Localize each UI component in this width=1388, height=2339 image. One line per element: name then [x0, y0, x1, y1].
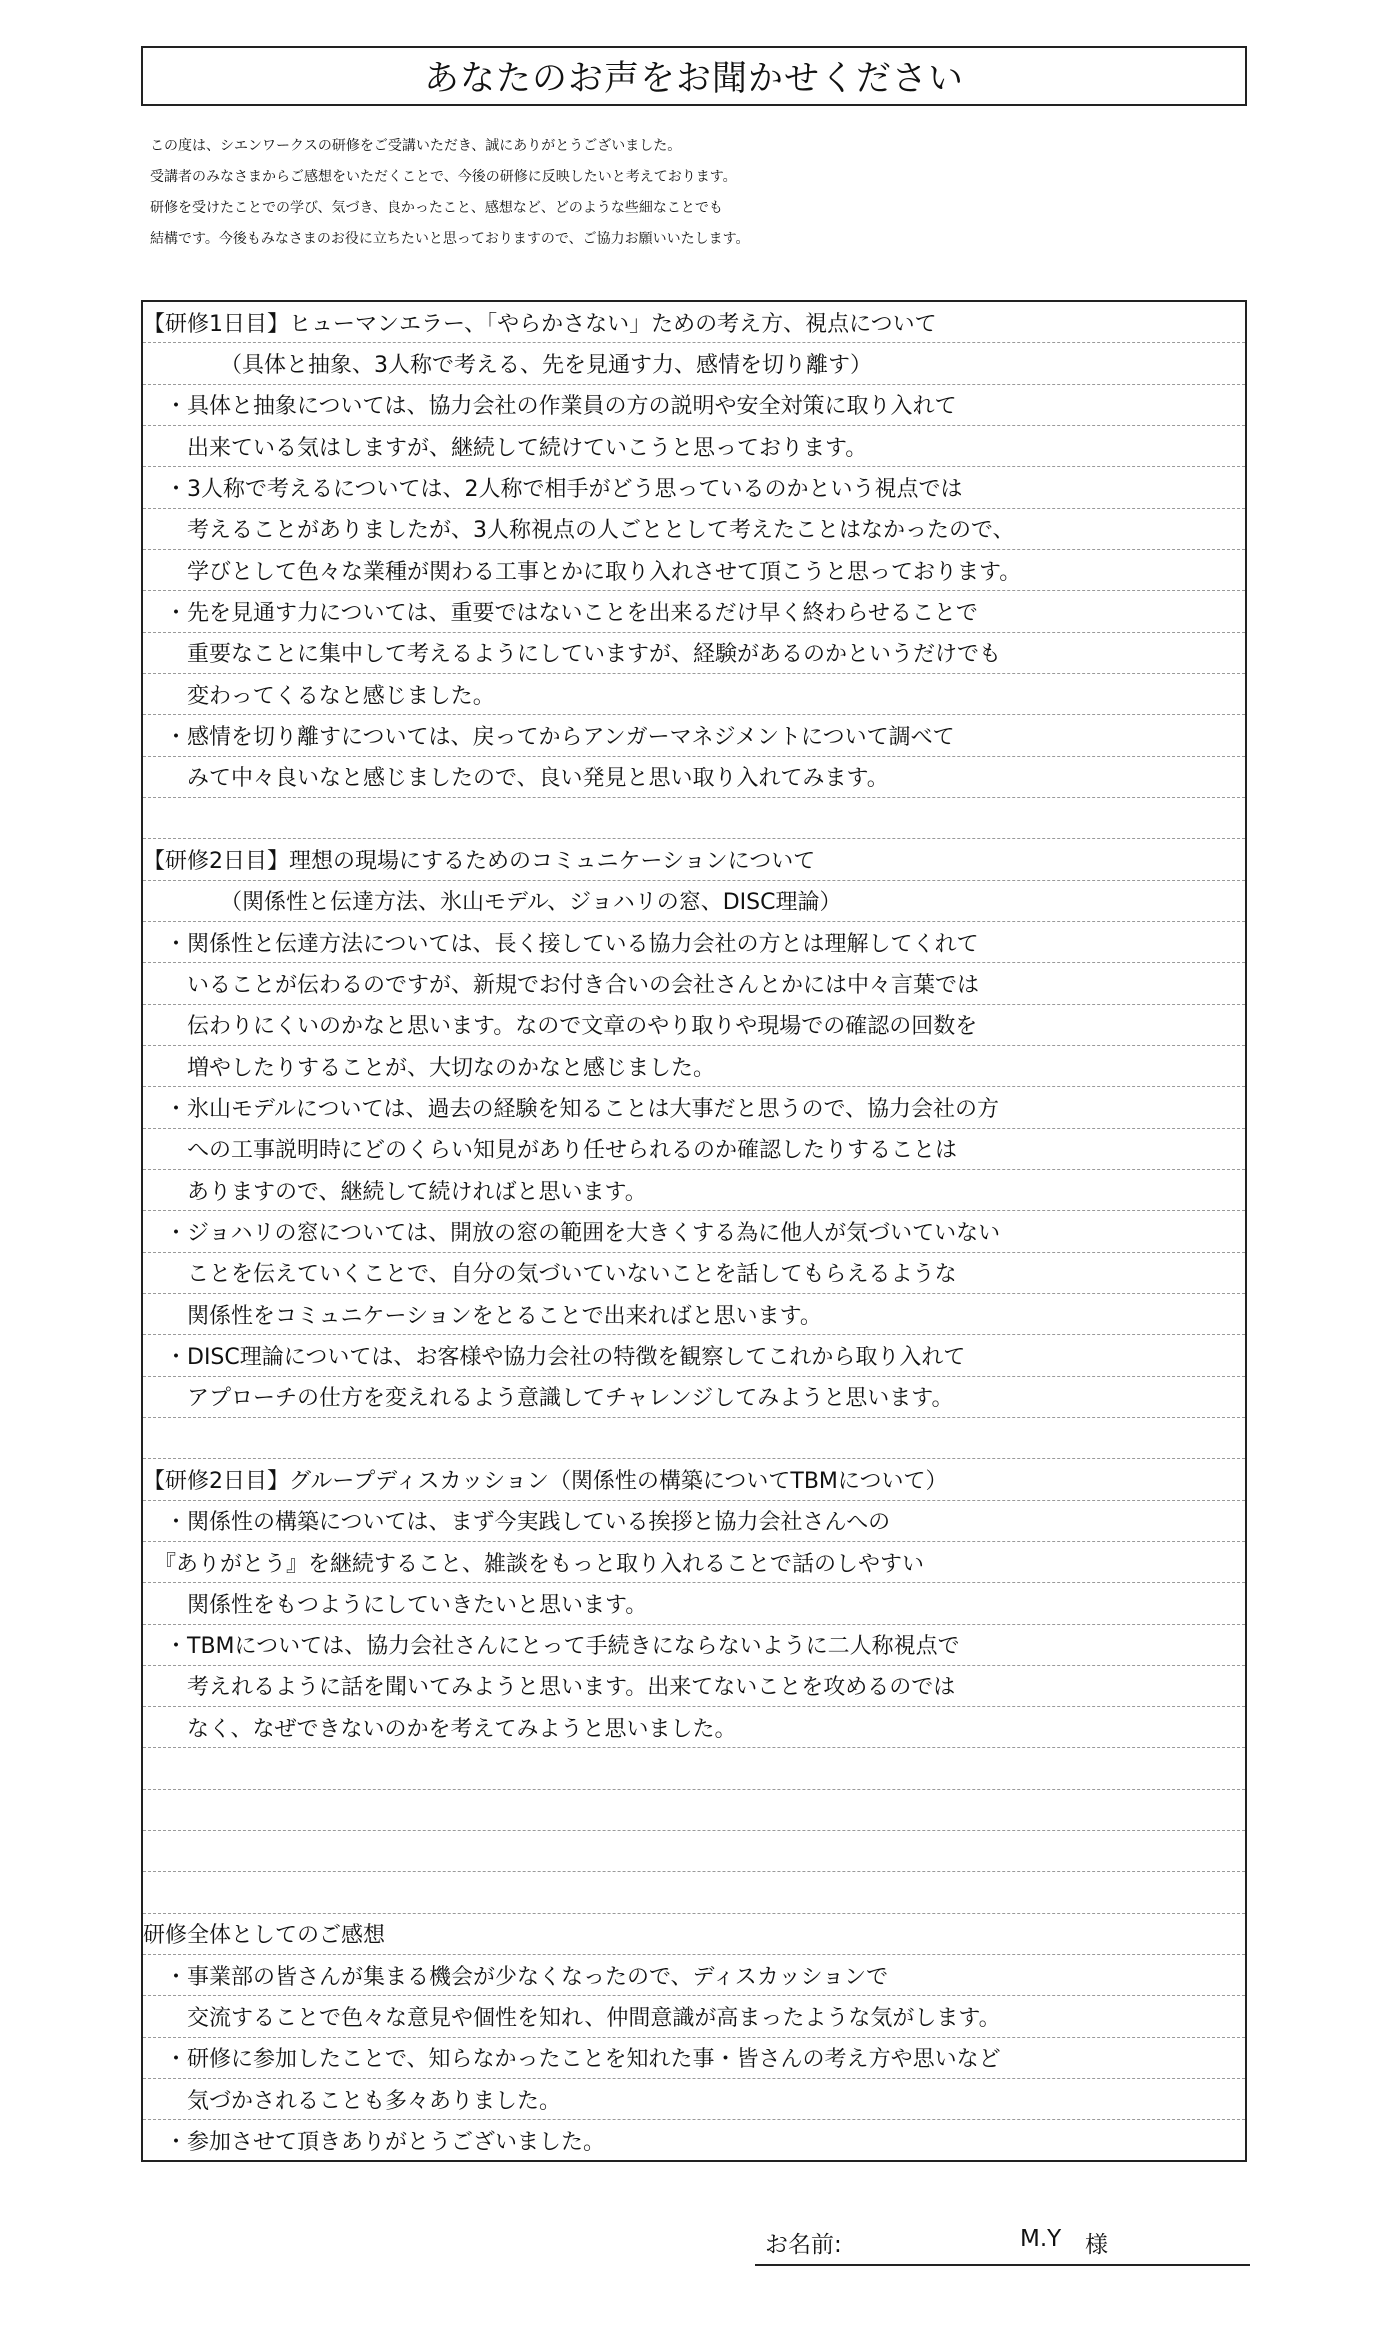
ruled-line — [143, 1872, 1245, 1913]
line-text: 【研修2日目】グループディスカッション（関係性の構築についてTBMについて） — [143, 1468, 948, 1494]
ruled-line — [143, 2120, 1245, 2161]
feedback-sheet — [141, 300, 1247, 2162]
line-text: 気づかされることも多々ありました。 — [143, 2088, 562, 2114]
page-title-text: あなたのお声をお聞かせください — [423, 59, 964, 99]
ruled-line — [143, 1955, 1245, 1996]
ruled-line — [143, 1170, 1245, 1211]
ruled-line — [143, 1707, 1245, 1748]
line-text: ・感情を切り離すについては、戻ってからアンガーマネジメントについて調べて — [143, 724, 955, 750]
line-text: ・研修に参加したことで、知らなかったことを知れた事・皆さんの考え方や思いなど — [143, 2047, 1001, 2073]
ruled-line — [143, 1625, 1245, 1666]
line-text: 増やしたりすることが、大切なのかなと感じました。 — [143, 1055, 716, 1081]
intro-line: 結構です。今後もみなさまのお役に立ちたいと思っておりますので、ご協力お願いいたします。 — [150, 231, 750, 247]
ruled-line — [143, 343, 1245, 384]
ruled-line — [143, 467, 1245, 508]
ruled-line — [143, 1046, 1245, 1087]
line-text: 出来ている気はしますが、継続して続けていこうと思っております。 — [143, 435, 868, 461]
line-text: ・3人称で考えるについては、2人称で相手がどう思っているのかという視点では — [143, 476, 963, 502]
ruled-line — [143, 1542, 1245, 1583]
ruled-line — [143, 1129, 1245, 1170]
ruled-line — [143, 426, 1245, 467]
ruled-line — [143, 1377, 1245, 1418]
ruled-line — [143, 1087, 1245, 1128]
line-text: 学びとして色々な業種が関わる工事とかに取り入れさせて頂こうと思っております。 — [143, 559, 1022, 585]
line-text: 【研修1日目】ヒューマンエラー、「やらかさない」ための考え方、視点について — [143, 311, 937, 337]
ruled-line — [143, 1005, 1245, 1046]
line-text: ありますので、継続して続ければと思います。 — [143, 1179, 647, 1205]
ruled-line — [143, 674, 1245, 715]
ruled-line — [143, 550, 1245, 591]
ruled-line — [143, 1211, 1245, 1252]
line-text: みて中々良いなと感じましたので、良い発見と思い取り入れてみます。 — [143, 766, 889, 792]
ruled-line — [143, 633, 1245, 674]
ruled-line — [143, 1914, 1245, 1955]
ruled-line — [143, 385, 1245, 426]
intro-line: 受講者のみなさまからご感想をいただくことで、今後の研修に反映したいと考えております。 — [150, 169, 737, 185]
line-text: ・TBMについては、協力会社さんにとって手続きにならないように二人称視点で — [143, 1634, 960, 1660]
line-text: 変わってくるなと感じました。 — [143, 683, 495, 709]
ruled-line — [143, 963, 1245, 1004]
ruled-line — [143, 591, 1245, 632]
line-text: ・参加させて頂きありがとうございました。 — [143, 2130, 606, 2156]
ruled-line — [143, 798, 1245, 839]
line-text: ・関係性の構築については、まず今実践している挨拶と協力会社さんへの — [143, 1510, 891, 1536]
ruled-line — [143, 1996, 1245, 2037]
ruled-line — [143, 2079, 1245, 2120]
ruled-line — [143, 757, 1245, 798]
ruled-line — [143, 715, 1245, 756]
ruled-line — [143, 509, 1245, 550]
ruled-line — [143, 1748, 1245, 1789]
line-text: 重要なことに集中して考えるようにしていますが、経験があるのかというだけでも — [143, 642, 1002, 668]
ruled-line — [143, 1294, 1245, 1335]
line-text: ・関係性と伝達方法については、長く接している協力会社の方とは理解してくれて — [143, 931, 979, 957]
line-text: 【研修2日目】理想の現場にするためのコミュニケーションについて — [143, 848, 816, 874]
line-text: ことを伝えていくことで、自分の気づいていないことを話してもらえるような — [143, 1262, 957, 1288]
ruled-line — [143, 1418, 1245, 1459]
line-text: 交流することで色々な意見や個性を知れ、仲間意識が高まったような気がします。 — [143, 2006, 1001, 2032]
ruled-line — [143, 839, 1245, 880]
ruled-line — [143, 922, 1245, 963]
ruled-line — [143, 2038, 1245, 2079]
name-value: M.Y — [1020, 2226, 1062, 2252]
name-field — [755, 2220, 1250, 2266]
line-text: ・先を見通す力については、重要ではないことを出来るだけ早く終わらせることで — [143, 600, 978, 626]
ruled-line — [143, 1459, 1245, 1500]
line-text: いることが伝わるのですが、新規でお付き合いの会社さんとかには中々言葉では — [143, 972, 980, 998]
ruled-line — [143, 1253, 1245, 1294]
line-text: 関係性をもつようにしていきたいと思います。 — [143, 1592, 648, 1618]
line-text: （関係性と伝達方法、氷山モデル、ジョハリの窓、DISC理論） — [143, 890, 842, 916]
line-text: ・具体と抽象については、協力会社の作業員の方の説明や安全対策に取り入れて — [143, 394, 957, 420]
intro-line: この度は、シエンワークスの研修をご受講いただき、誠にありがとうございました。 — [150, 138, 682, 154]
line-text: 考えれるように話を聞いてみようと思います。出来てないことを攻めるのでは — [143, 1675, 956, 1701]
intro-line: 研修を受けたことでの学び、気づき、良かったこと、感想など、どのような些細なことでも — [150, 200, 723, 216]
line-text: ・ジョハリの窓については、開放の窓の範囲を大きくする為に他人が気づいていない — [143, 1220, 1001, 1246]
line-text: 『ありがとう』を継続すること、雑談をもっと取り入れることで話のしやすい — [143, 1551, 925, 1577]
ruled-line — [143, 302, 1245, 343]
line-text: ・DISC理論については、お客様や協力会社の特徴を観察してこれから取り入れて — [143, 1344, 966, 1370]
ruled-line — [143, 1790, 1245, 1831]
line-text: アプローチの仕方を変えれるよう意識してチャレンジしてみようと思います。 — [143, 1386, 954, 1412]
ruled-line — [143, 881, 1245, 922]
line-text: ・事業部の皆さんが集まる機会が少なくなったので、ディスカッションで — [143, 1964, 889, 1990]
name-label: お名前: — [765, 2232, 842, 2258]
page-title — [141, 46, 1247, 106]
ruled-line — [143, 1831, 1245, 1872]
line-text: 考えることがありましたが、3人称視点の人ごととして考えたことはなかったので、 — [143, 518, 1015, 544]
ruled-line — [143, 1583, 1245, 1624]
line-text: 研修全体としてのご感想 — [143, 1923, 386, 1949]
line-text: （具体と抽象、3人称で考える、先を見通す力、感情を切り離す） — [143, 352, 872, 378]
ruled-line — [143, 1335, 1245, 1376]
line-text: への工事説明時にどのくらい知見があり任せられるのか確認したりすることは — [143, 1138, 958, 1164]
intro-paragraph — [150, 131, 1260, 255]
honorific-suffix: 様 — [1085, 2232, 1108, 2258]
line-text: ・氷山モデルについては、過去の経験を知ることは大事だと思うので、協力会社の方 — [143, 1096, 1000, 1122]
ruled-line — [143, 1666, 1245, 1707]
line-text: 伝わりにくいのかなと思います。なので文章のやり取りや現場での確認の回数を — [143, 1014, 978, 1040]
ruled-line — [143, 1501, 1245, 1542]
line-text: なく、なぜできないのかを考えてみようと思いました。 — [143, 1716, 737, 1742]
line-text: 関係性をコミュニケーションをとることで出来ればと思います。 — [143, 1303, 822, 1329]
